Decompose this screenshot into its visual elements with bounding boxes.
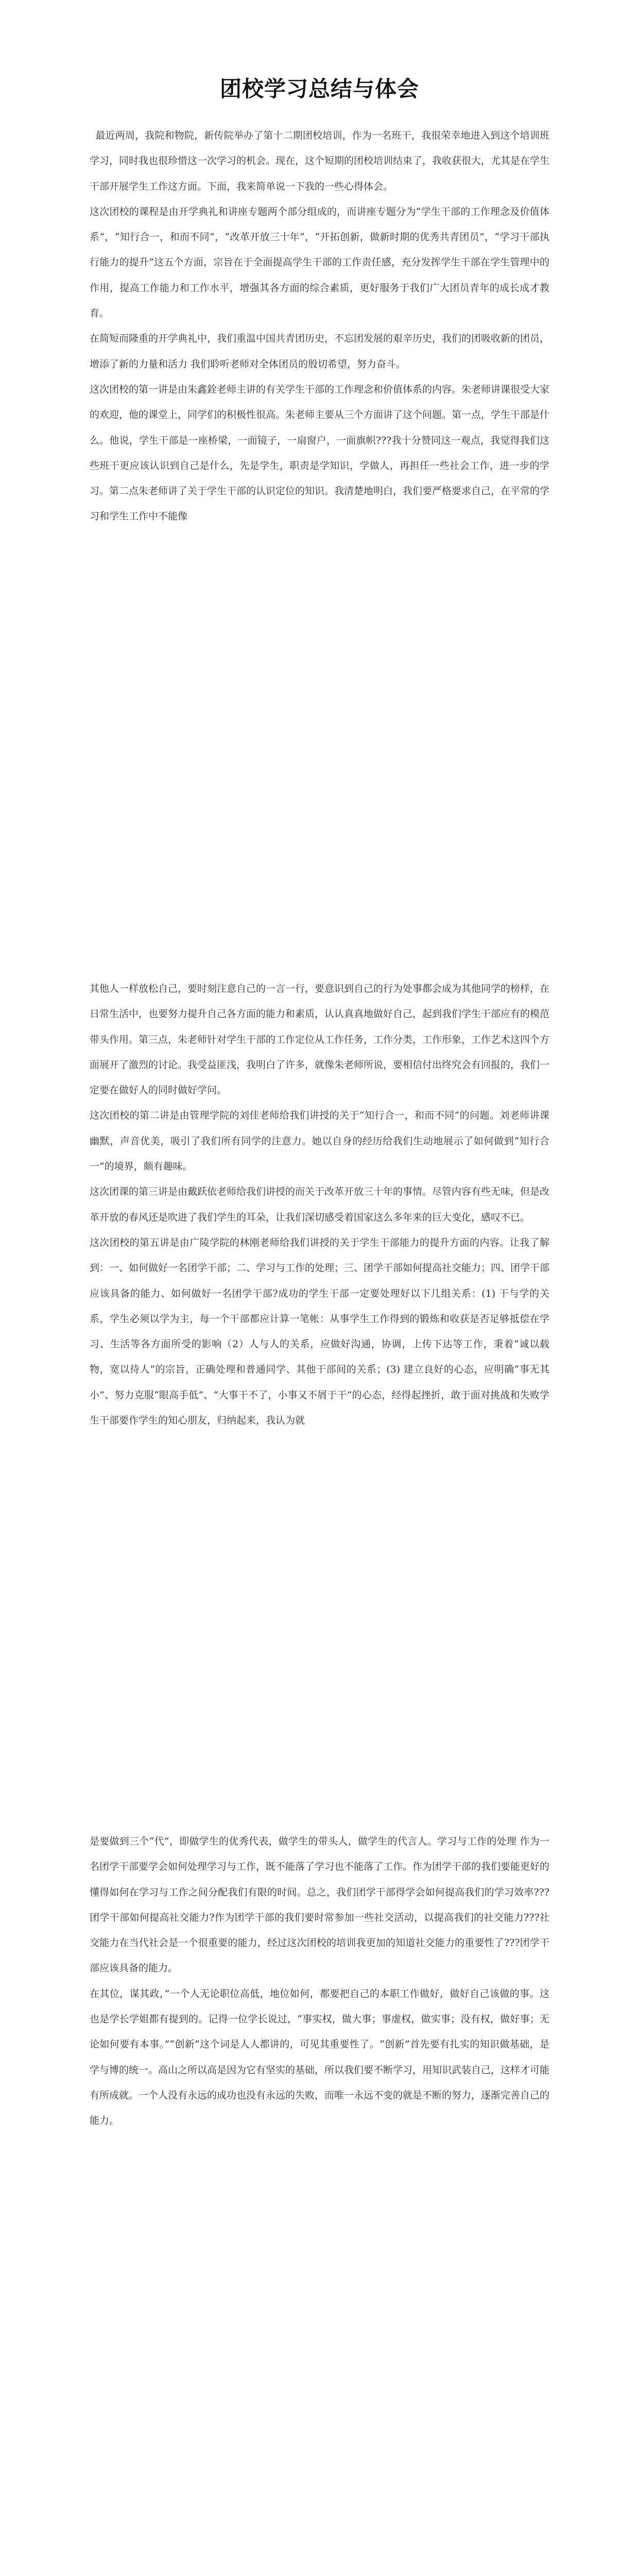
paragraph: 是要做到三个“代”，即做学生的优秀代表，做学生的带头人，做学生的代言人。学习与工作的处理 作为一名团学干部要学会如何处理学习与工作，既不能落了学习也不能落了工作。作为团学干部的我们要能更好的懂得如何在学习与工作之间分配我们有限的时间。总之，我们团学干部得学会如何提高我们的学习效率???团学干部如何提高社交能力?作为团学干部的我们要时常参加一些社交活动，以提高我们的社交能力???社交能力在当代社会是一个很重要的能力，经过这次团校的培训我更加的知道社交能力的重要性了???团学干部应该具备的能力。 (90, 1836, 550, 1974)
paragraph: 这次团校的课程是由开学典礼和讲座专题两个部分组成的，而讲座专题分为“学生干部的工作理念及价值体系”，“知行合一，和而不同”，“改革开放三十年”，“开拓创新，做新时期的优秀共青团员”，“学习干部执行能力的提升”这五个方面，宗旨在于全面提高学生干部的工作责任感，充分发挥学生干部在学生管理中的作用，提高工作能力和工作水平，增强其各方面的综合素质，更好服务于我们广大团员青年的成长成才教育。 (90, 206, 549, 319)
document-title: 团校学习总结与体会 (219, 76, 419, 101)
paragraph: 这次团校的第五讲是由广陵学院的林刚老师给我们讲授的关于学生干部能力的提升方面的内容。让我了解到：一、如何做好一名团学干部；二、学习与工作的处理；三、团学干部如何提高社交能力；四、团学干部应该具备的能力、如何做好一名团学干部?成功的学生干部一定要处理好以下几组关系：(1) 干与学的关系，学生必须以学为主，每一个干部都应计算一笔帐：从事学生工作得到的锻炼和收获是否足够抵偿在学习、生活等各方面所受的影响（2）人与人的关系，应做好沟通，协调，上传下达等工作，秉着“诚以载物，宽以待人”的宗旨，正确处理和普通同学、其他干部间的关系；(3) 建立良好的心态，应明确“事无其小”、努力克服“眼高手低”、“大事干不了，小事又不屑于干”的心态，经得起挫折，敢于面对挑战和失败学生干部要作学生的知心朋友，归纳起来，我认为就 (90, 1236, 550, 1427)
text-block-3 (90, 1829, 549, 2134)
paragraph: 这次团课的第三讲是由戴跃依老师给我们讲授的而关于改革开放三十年的事情。尽管内容有些无味，但是改革开放的春风还是吹进了我们学生的耳朵，让我们深切感受着国家这么多年来的巨大变化，感叹不已。 (90, 1186, 550, 1223)
paragraph: 在简短而隆重的开学典礼中，我们重温中国共青团历史，不忘团发展的艰辛历史，我们的团吸收新的团员，增添了新的力量和活力 我们聆听老师对全体团员的殷切希望，努力奋斗。 (90, 333, 550, 370)
paragraph: 这次团校的第二讲是由管理学院的刘佳老师给我们讲授的关于“知行合一，和而不同”的问题。刘老师讲课幽默，声音优美，吸引了我们所有同学的注意力。她以自身的经历给我们生动地展示了如何做到“知行合一”的境界，颇有趣味。 (90, 1110, 549, 1173)
paragraph: 在其位，谋其政，”一个人无论职位高低，地位如何，都要把自己的本职工作做好，做好自己该做的事。这也是学长学姐都有提到的。记得一位学长说过，“事实权，做大事；事虚权，做实事；没有权，做好事；无论如何要有本事。”“创新”这个词是人人都讲的，可见其重要性了。“创新”首先要有扎实的知识做基础，是学与博的统一。高山之所以高是因为它有坚实的基础，所以我们要不断学习，用知识武装自己，这样才可能有所成就。一个人没有永远的成功也没有永远的失败，而唯一永远不变的就是不断的努力，逐渐完善自己的能力。 (90, 1988, 550, 2127)
paragraph: 最近两周，我院和物院，新传院举办了第十二期团校培训，作为一名班干，我很荣幸地进入到这个培训班学习，同时我也很珍惜这一次学习的机会。现在，这个短期的团校培训结束了，我收获很大，尤其是在学生干部开展学生工作这方面。下面，我来简单说一下我的一些心得体会。 (90, 130, 550, 192)
text-block-1 (90, 123, 549, 530)
text-block-2 (90, 976, 549, 1433)
paragraph: 这次团校的第一讲是由朱鑫銓老师主讲的有关学生干部的工作理念和价值体系的内容。朱老师讲课很受大家的欢迎，他的课堂上，同学们的积极性很高。朱老师主要从三个方面讲了这个问题。第一点，学生干部是什么。他说，学生干部是一座桥梁，一面镜子，一扇窗户，一面旗帜???我十分赞同这一观点，我觉得我们这些班干更应该认识到自己是什么，先是学生，职责是学知识，学做人，再担任一些社会工作，进一步的学习。第二点朱老师讲了关于学生干部的认识定位的知识。我清楚地明白，我们要严格要求自己，在平常的学习和学生工作中不能像 (90, 383, 550, 522)
paragraph: 其他人一样放松自己，要时刻注意自己的一言一行，要意识到自己的行为处事都会成为其他同学的榜样，在日常生活中，也要努力提升自己各方面的能力和素质，认认真真地做好自己，起到我们学生干部应有的模范带头作用。第三点，朱老师针对学生干部的工作定位从工作任务，工作分类，工作形象，工作艺术这四个方面展开了激烈的讨论。我受益匪浅，我明白了许多，就像朱老师所说，要相信付出终究会有回报的，我们一定要在做好人的同时做好学问。 (90, 983, 550, 1096)
